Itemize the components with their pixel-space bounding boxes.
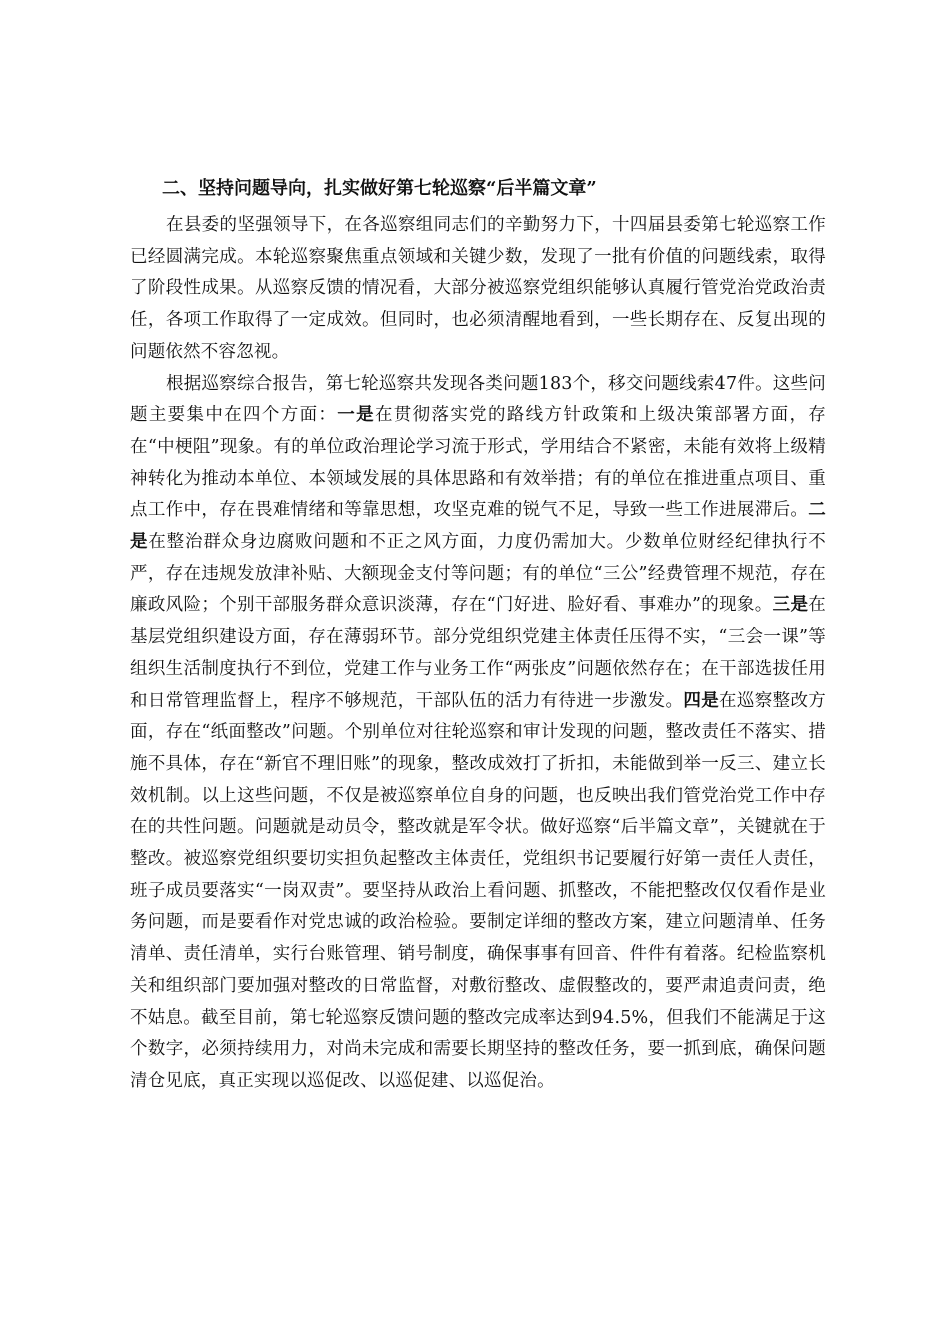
point-4-label: 四是 — [683, 690, 720, 711]
document-body — [130, 172, 826, 1098]
point-1-label: 一是 — [337, 405, 375, 426]
paragraph-2 — [130, 369, 826, 1098]
paragraph-2-intro: 根据巡察综合报告，第七轮巡察共发现各类问题183个，移交问题线索47件。这些问题主要集中在四个方面： — [130, 373, 826, 426]
point-1-text: 在贯彻落实党的路线方针政策和上级决策部署方面，存在“中梗阻”现象。有的单位政治理论学习流于形式，学用结合不紧密，未能有效将上级精神转化为推动本单位、本领域发展的具体思路和有效举措；有的单位在推进重点项目、重点工作中，存在畏难情绪和等靠思想，攻坚克难的锐气不足，导致一些工作进展滞后。 — [130, 405, 826, 521]
point-2-text: 在整治群众身边腐败问题和不正之风方面，力度仍需加大。少数单位财经纪律执行不严，存在违规发放津补贴、大额现金支付等问题；有的单位“三公”经费管理不规范，存在廉政风险；个别干部服务群众意识淡薄，存在“门好进、脸好看、事难办”的现象。 — [130, 532, 826, 616]
point-2-label: 二是 — [130, 500, 826, 553]
paragraph-1: 在县委的坚强领导下，在各巡察组同志们的辛勤努力下，十四届县委第七轮巡察工作已经圆满完成。本轮巡察聚焦重点领域和关键少数，发现了一批有价值的问题线索，取得了阶段性成果。从巡察反馈的情况看，大部分被巡察党组织能够认真履行管党治党政治责任，各项工作取得了一定成效。但同时，也必须清醒地看到，一些长期存在、反复出现的问题依然不容忽视。 — [130, 215, 826, 362]
point-4-text: 在巡察整改方面，存在“纸面整改”问题。个别单位对往轮巡察和审计发现的问题，整改责任不落实、措施不具体，存在“新官不理旧账”的现象，整改成效打了折扣，未能做到举一反三、建立长效机制。以上这些问题，不仅是被巡察单位自身的问题，也反映出我们管党治党工作中存在的共性问题。问题就是动员令，整改就是军令状。做好巡察“后半篇文章”，关键就在于整改。被巡察党组织要切实担负起整改主体责任，党组织书记要履行好第一责任人责任，班子成员要落实“一岗双责”。要坚持从政治上看问题、抓整改，不能把整改仅仅看作是业务问题，而是要看作对党忠诚的政治检验。要制定详细的整改方案，建立问题清单、任务清单、责任清单，实行台账管理、销号制度，确保事事有回音、件件有着落。纪检监察机关和组织部门要加强对整改的日常监督，对敷衍整改、虚假整改的，要严肃追责问责，绝不姑息。截至目前，第七轮巡察反馈问题的整改完成率达到94.5%，但我们不能满足于这个数字，必须持续用力，对尚未完成和需要长期坚持的整改任务，要一抓到底，确保问题清仓见底，真正实现以巡促改、以巡促建、以巡促治。 — [130, 690, 826, 1091]
point-3-text: 在基层党组织建设方面，存在薄弱环节。部分党组织党建主体责任压得不实，“三会一课”等组织生活制度执行不到位，党建工作与业务工作“两张皮”问题依然存在；在干部选拔任用和日常管理监督上，程序不够规范，干部队伍的活力有待进一步激发。 — [130, 595, 826, 711]
section-heading: 二、坚持问题导向，扎实做好第七轮巡察“后半篇文章” — [162, 178, 597, 199]
point-3-label: 三是 — [772, 595, 809, 616]
